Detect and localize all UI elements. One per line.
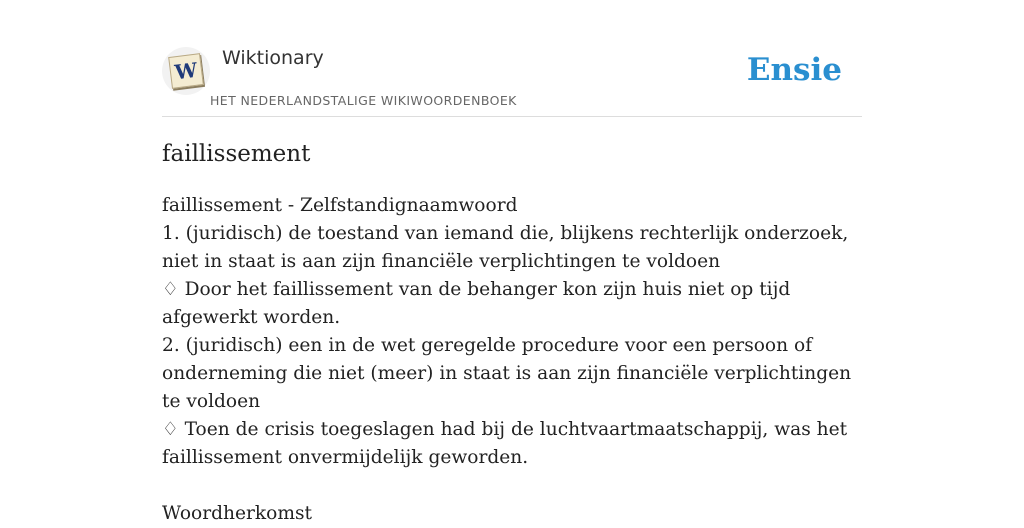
site-name[interactable]: Wiktionary (222, 47, 324, 69)
section-heading-woordherkomst: Woordherkomst (162, 503, 313, 524)
site-tagline: HET NEDERLANDSTALIGE WIKIWOORDENBOEK (210, 93, 517, 108)
example-2: ♢ Toen de crisis toegeslagen had bij de luchtvaartmaatschappij, was het faillissement onvermijdelijk geworden. (162, 419, 848, 468)
ensie-brand-link[interactable]: Ensie (746, 52, 842, 88)
definition-1: 1. (juridisch) de toestand van iemand die, blijkens rechterlijk onderzoek, niet in staat is aan zijn financiële verplichtingen te voldoen (162, 223, 849, 272)
spacer (162, 472, 852, 500)
entry-heading: faillissement - Zelfstandignaamwoord (162, 195, 518, 216)
definition-2: 2. (juridisch) een in de wet geregelde procedure voor een persoon of onderneming die niet (meer) in staat is aan zijn financiële verplichtingen te voldoen (162, 335, 852, 412)
wiktionary-logo[interactable] (162, 47, 210, 95)
page-title: faillissement (162, 141, 311, 167)
page-container (162, 0, 862, 524)
logo-tile-icon: W (168, 53, 204, 89)
example-1: ♢ Door het faillissement van de behanger kon zijn huis niet op tijd afgewerkt worden. (162, 279, 791, 328)
entry-content (162, 192, 852, 528)
site-header (162, 0, 862, 117)
